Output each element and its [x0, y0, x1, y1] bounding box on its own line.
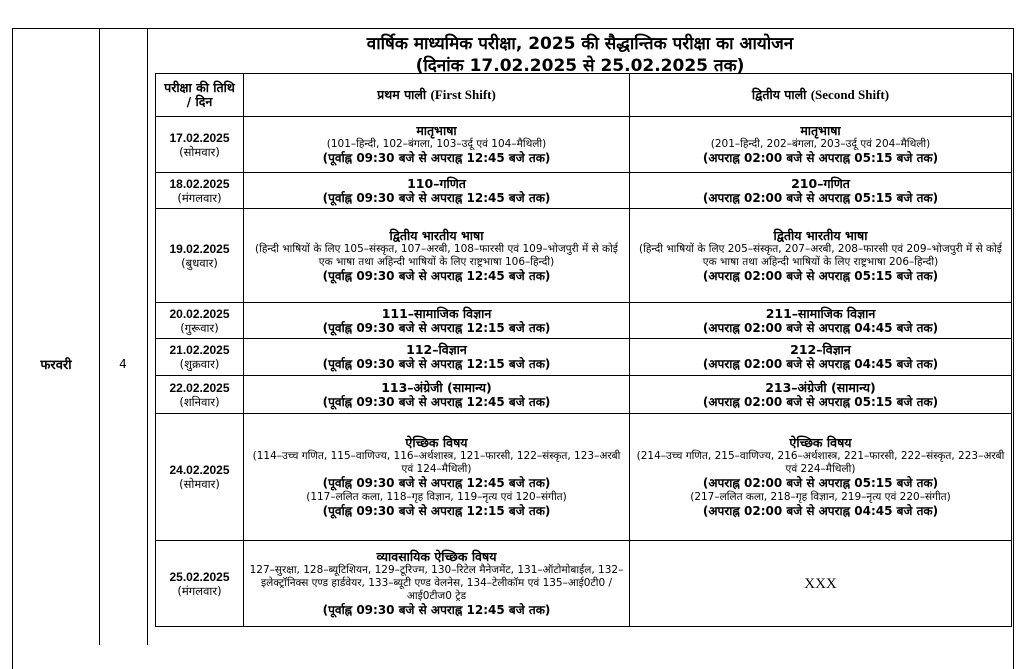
first-shift-cell	[244, 541, 630, 627]
date-cell	[156, 117, 244, 173]
second-shift-cell	[630, 541, 1012, 627]
subject: 112–विज्ञान	[406, 342, 467, 357]
subject: द्वितीय भारतीय भाषा	[773, 227, 868, 243]
second-shift-cell	[630, 209, 1012, 303]
subject-detail: (हिन्दी भाषियों के लिए 105–संस्कृत, 107–अरबी, 108–फारसी एवं 109–भोजपुरी में से कोई एक भाषा तथा अहिन्दी भाषियों के लिए राष्ट्रभाषा 106–हिन्दी)	[255, 242, 618, 268]
exam-day: (सोमवार)	[179, 477, 220, 491]
exam-date: 22.02.2025	[169, 380, 230, 395]
exam-date: 20.02.2025	[169, 306, 230, 321]
exam-time: (पूर्वाह्न 09:30 बजे से अपराह्न 12:45 बजे तक)	[322, 151, 551, 165]
table-header-row	[156, 74, 1012, 117]
header-second-shift-en: (Second Shift)	[810, 87, 890, 102]
subject-detail: (114–उच्च गणित, 115–वाणिज्य, 116–अर्थशास्त्र, 121–फारसी, 122–संस्कृत, 123–अरबी एवं 124–मैथिली)	[252, 450, 621, 475]
exam-date: 18.02.2025	[169, 176, 230, 191]
subject-detail: (217–ललित कला, 218–गृह विज्ञान, 219–नृत्य एवं 220–संगीत)	[690, 491, 951, 503]
subject-detail: (117–ललित कला, 118–गृह विज्ञान, 119–नृत्य एवं 120–संगीत)	[306, 491, 567, 503]
table-row	[156, 117, 1012, 173]
exam-time: (पूर्वाह्न 09:30 बजे से अपराह्न 12:45 बजे तक)	[322, 190, 551, 205]
exam-date: 17.02.2025	[169, 130, 230, 145]
date-cell	[156, 339, 244, 376]
month-label: फरवरी	[40, 358, 72, 373]
subject: द्वितीय भारतीय भाषा	[389, 227, 484, 243]
table-row	[156, 541, 1012, 627]
exam-day: (मंगलवार)	[177, 583, 222, 598]
date-cell	[156, 303, 244, 339]
date-cell	[156, 376, 244, 414]
page-subtitle: (दिनांक 17.02.2025 से 25.02.2025 तक)	[415, 56, 745, 76]
header-second-shift	[630, 74, 1012, 117]
second-shift-cell	[630, 303, 1012, 339]
header-first-shift-en: (First Shift)	[430, 87, 496, 102]
exam-schedule-table	[155, 73, 1012, 627]
exam-day: (बुधवार)	[181, 255, 218, 270]
date-cell	[156, 541, 244, 627]
first-shift-cell	[244, 376, 630, 414]
subject-detail: (201–हिन्दी, 202–बंगला, 203–उर्दू एवं 204–मैथिली)	[710, 138, 931, 150]
exam-date: 25.02.2025	[169, 569, 230, 584]
exam-time: (पूर्वाह्न 09:30 बजे से अपराह्न 12:45 बजे तक)	[322, 268, 551, 283]
exam-time: (अपराह्न 02:00 बजे से अपराह्न 04:45 बजे तक)	[702, 357, 939, 371]
second-shift-cell	[630, 339, 1012, 376]
exam-time: (पूर्वाह्न 09:30 बजे से अपराह्न 12:45 बजे तक)	[322, 603, 551, 617]
exam-time: (अपराह्न 02:00 बजे से अपराह्न 05:15 बजे तक)	[702, 190, 939, 205]
subject: 210–गणित	[791, 175, 850, 191]
first-shift-cell	[244, 414, 630, 541]
subject: व्यावसायिक ऐच्छिक विषय	[376, 549, 497, 564]
table-row	[156, 303, 1012, 339]
exam-day: (गुरूवार)	[180, 320, 219, 335]
subject: 212–विज्ञान	[790, 342, 851, 357]
exam-time: (अपराह्न 02:00 बजे से अपराह्न 05:15 बजे तक)	[702, 476, 939, 490]
exam-time: (पूर्वाह्न 09:30 बजे से अपराह्न 12:45 बजे तक)	[322, 394, 551, 409]
header-first-shift-hi: प्रथम पाली	[377, 87, 427, 102]
first-shift-cell	[244, 303, 630, 339]
placeholder-text: XXX	[804, 575, 837, 592]
exam-time: (पूर्वाह्न 09:30 बजे से अपराह्न 12:15 बजे तक)	[322, 504, 551, 518]
second-shift-cell	[630, 117, 1012, 173]
page-title: वार्षिक माध्यमिक परीक्षा, 2025 की सैद्धान्तिक परीक्षा का आयोजन	[366, 34, 794, 54]
exam-time: (अपराह्न 02:00 बजे से अपराह्न 04:45 बजे तक)	[702, 320, 939, 335]
subject-detail: (214–उच्च गणित, 215–वाणिज्य, 216–अर्थशास्त्र, 221–फारसी, 222–संस्कृत, 223–अरबी एवं 224–मैथिली)	[636, 450, 1005, 475]
table-row	[156, 376, 1012, 414]
subject: मातृभाषा	[416, 123, 457, 138]
exam-time: (अपराह्न 02:00 बजे से अपराह्न 05:15 बजे तक)	[702, 151, 939, 165]
subject: 110–गणित	[407, 175, 466, 191]
header-second-shift-hi: द्वितीय पाली	[751, 87, 807, 102]
exam-date: 21.02.2025	[169, 343, 230, 357]
subject: मातृभाषा	[800, 123, 841, 138]
header-date-day: परीक्षा की तिथि / दिन	[156, 74, 244, 117]
first-shift-cell	[244, 117, 630, 173]
exam-time: (अपराह्न 02:00 बजे से अपराह्न 05:15 बजे तक)	[702, 394, 939, 409]
header-first-shift	[244, 74, 630, 117]
exam-day: (शनिवार)	[179, 394, 220, 409]
subject-detail: (101–हिन्दी, 102–बंगला, 103–उर्दू एवं 104–मैथिली)	[326, 138, 547, 150]
exam-day: (शुक्रवार)	[179, 357, 220, 371]
subject: 111–सामाजिक विज्ञान	[381, 305, 492, 321]
column-divider	[147, 28, 148, 645]
subject: ऐच्छिक विषय	[789, 435, 852, 450]
second-shift-cell	[630, 173, 1012, 209]
subject: 213–अंग्रेजी (सामान्य)	[765, 379, 876, 395]
exam-time: (अपराह्न 02:00 बजे से अपराह्न 04:45 बजे तक)	[702, 504, 939, 518]
table-row	[156, 209, 1012, 303]
exam-date: 24.02.2025	[169, 463, 230, 477]
table-row	[156, 339, 1012, 376]
first-shift-cell	[244, 339, 630, 376]
subject: 211–सामाजिक विज्ञान	[765, 305, 876, 321]
date-cell	[156, 414, 244, 541]
exam-day: (मंगलवार)	[177, 190, 222, 205]
table-row	[156, 173, 1012, 209]
subject: 113–अंग्रेजी (सामान्य)	[381, 379, 492, 395]
column-divider	[99, 28, 100, 645]
subject: ऐच्छिक विषय	[405, 435, 468, 450]
exam-date: 19.02.2025	[169, 241, 230, 256]
table-row	[156, 414, 1012, 541]
exam-time: (पूर्वाह्न 09:30 बजे से अपराह्न 12:15 बजे तक)	[322, 320, 551, 335]
exam-time: (पूर्वाह्न 09:30 बजे से अपराह्न 12:45 बजे तक)	[322, 476, 551, 490]
second-shift-cell	[630, 414, 1012, 541]
subject-detail: (हिन्दी भाषियों के लिए 205–संस्कृत, 207–अरबी, 208–फारसी एवं 209–भोजपुरी में से कोई एक भाषा तथा अहिन्दी भाषियों के लिए राष्ट्रभाषा 206–हिन्दी)	[639, 242, 1002, 268]
exam-time: (पूर्वाह्न 09:30 बजे से अपराह्न 12:15 बजे तक)	[322, 357, 551, 371]
subject-detail: 127–सुरक्षा, 128–ब्यूटिशियन, 129–टूरिज्म, 130–रिटेल मैनेजमेंट, 131–ऑटोमोबाईल, 132–इलेक्ट्रॉनिक्स एण्ड हार्डवेयर, 133–ब्यूटी एण्ड वेलनेस, 134–टेलीकॉम एवं 135–आई0टी0 / आई0टीज0 ट्रेड	[249, 564, 624, 602]
second-shift-cell	[630, 376, 1012, 414]
first-shift-cell	[244, 173, 630, 209]
exam-time: (अपराह्न 02:00 बजे से अपराह्न 05:15 बजे तक)	[702, 268, 939, 283]
row-number: 4	[119, 357, 127, 371]
exam-day: (सोमवार)	[179, 144, 220, 159]
first-shift-cell	[244, 209, 630, 303]
date-cell	[156, 209, 244, 303]
date-cell	[156, 173, 244, 209]
